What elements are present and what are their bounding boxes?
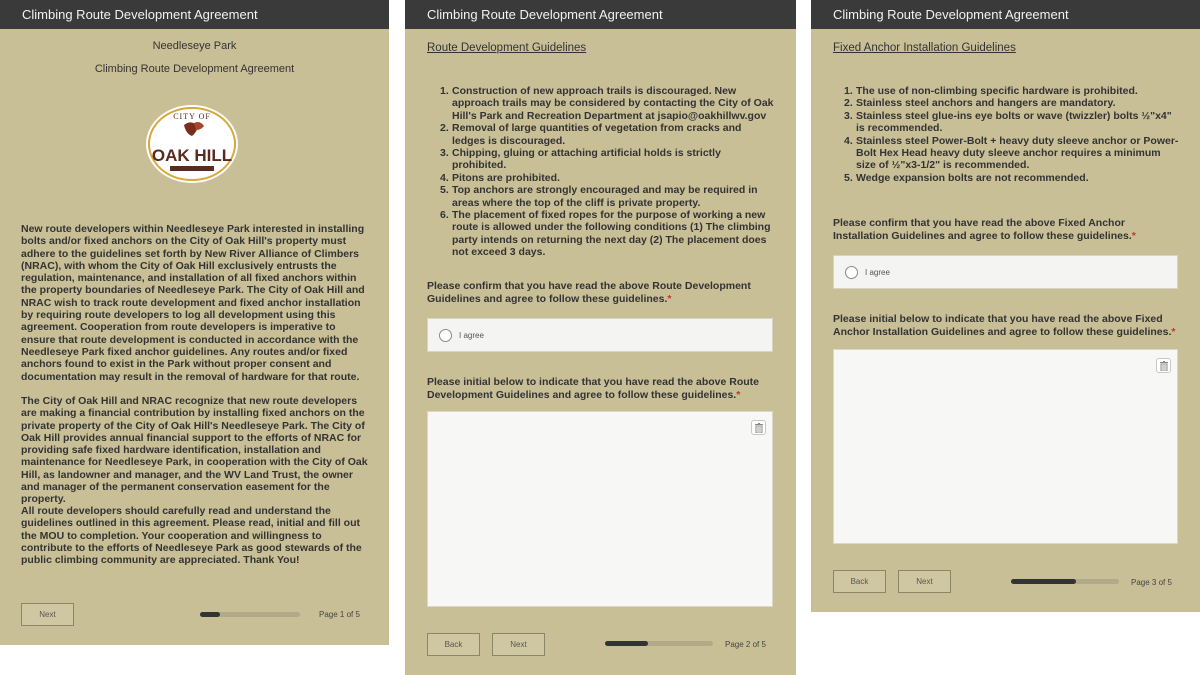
trash-icon[interactable] [751,420,766,435]
list-item: 4. Stainless steel Power-Bolt + heavy duty sleeve anchor or Power-Bolt Hex Head heavy duty sleeve anchor requires a minimum size of ½"x3-1/2" is recommended. [844,134,1179,172]
anchor-guidelines-list [844,85,1179,184]
title-bar [0,0,389,29]
title-bar [405,0,796,29]
radio-label: I agree [865,268,890,277]
progress-bar [605,641,713,646]
oak-hill-logo [144,103,240,185]
list-item: 5. Wedge expansion bolts are not recommended. [844,171,1089,184]
list-item: 5. Top anchors are strongly encouraged and may be required in areas where the top of the cliff is private property. [440,184,758,209]
route-guidelines-list [440,85,775,259]
radio-button[interactable] [845,266,858,279]
page-indicator: Page 2 of 5 [725,640,766,649]
initial-question: Please initial below to indicate that you have read the above Route Development Guidelines and agree to follow these guidelines.* [427,376,759,401]
title-bar [811,0,1200,29]
list-item: 3. Chipping, gluing or attaching artificial holds is strictly prohibited. [440,147,721,172]
list-item: 2. Removal of large quantities of vegetation from cracks and ledges is discouraged. [440,122,742,147]
agree-radio-option[interactable] [833,255,1178,289]
app-title: Climbing Route Development Agreement [22,7,258,22]
form-page-2 [405,0,796,675]
form-page-1 [0,0,389,645]
park-name: Needleseye Park [152,40,237,52]
intro-paragraph-1: New route developers within Needleseye Park interested in installing bolts and/or fixed anchors on the City of Oak Hill's property must adhere to the guidelines set forth by New River Alliance of Climbers (NRAC), with whom the City of Oak Hill exclusively entrusts the regulation, maintenance, and installation of all fixed anchors within the property boundaries of Needleseye Park. The City of Oak Hill and NRAC wish to track route development and fixed anchor installation by requiring route developers to log all development using this agreement. Cooperation from route developers is imperative to ensure that route development is conducted in accordance with the Needleseye Park fixed anchor guidelines. Any routes and/or fixed anchors found to exist in the Park without proper consent and documentation may result in the removal of hardware for that route. [21,223,365,383]
page-indicator: Page 1 of 5 [319,610,360,619]
svg-text:OAK HILL: OAK HILL [151,146,233,165]
app-title: Climbing Route Development Agreement [833,7,1069,22]
form-page-3 [811,0,1200,612]
list-item: 2. Stainless steel anchors and hangers are mandatory. [844,97,1116,110]
page-indicator: Page 3 of 5 [1131,578,1172,587]
trash-icon[interactable] [1156,358,1171,373]
list-item: 4. Pitons are prohibited. [440,171,560,184]
list-item: 6. The placement of fixed ropes for the purpose of working a new route is allowed under the following conditions (1) The climbing party intends on returning the next day (2) The placement does not exceed 3 days. [440,209,771,259]
confirm-question: Please confirm that you have read the above Route Development Guidelines and agree to follow these guidelines.* [427,280,751,305]
progress-bar [200,612,300,617]
confirm-question: Please confirm that you have read the above Fixed Anchor Installation Guidelines and agree to follow these guidelines.* [833,217,1136,242]
progress-bar [1011,579,1119,584]
back-button[interactable]: Back [427,633,480,656]
next-button[interactable]: Next [898,570,951,593]
next-button[interactable]: Next [21,603,74,626]
radio-label: I agree [459,331,484,340]
initials-signature-pad[interactable] [833,349,1178,544]
list-item: 1. The use of non-climbing specific hardware is prohibited. [844,85,1138,97]
agree-radio-option[interactable] [427,318,773,352]
initials-signature-pad[interactable] [427,411,773,607]
intro-paragraph-3: All route developers should carefully read and understand the guidelines outlined in this agreement. Please read, initial and fill out the MOU to completion. Your cooperation and willingness to contribute to the efforts of Needleseye Park as good stewards of the public climbing community are appreciated. Thank You! [21,505,362,567]
radio-button[interactable] [439,329,452,342]
next-button[interactable]: Next [492,633,545,656]
back-button[interactable]: Back [833,570,886,593]
intro-paragraph-2: The City of Oak Hill and NRAC recognize that new route developers are making a financial contribution by installing fixed anchors on the private property of the City of Oak Hill's Needleseye Park. The City of Oak Hill provides annual financial support to the efforts of NRAC for providing safe fixed hardware identification, installation and maintenance for Needleseye Park, in cooperation with the City of Oak Hill, as landowner and manager, and the WV Land Trust, the owner and manager of the permanent conservation easement for the property. [21,395,368,506]
anchor-guidelines-title: Fixed Anchor Installation Guidelines [833,42,1016,54]
list-item: 3. Stainless steel glue-ins eye bolts or wave (twizzler) bolts ½"x4" is recommended. [844,109,1172,135]
progress-fill [1011,579,1076,584]
app-title: Climbing Route Development Agreement [427,7,663,22]
agreement-subtitle: Climbing Route Development Agreement [94,63,295,75]
list-item: 1. Construction of new approach trails is discouraged. New approach trails may be considered by contacting the City of Oak Hill's Park and Recreation Department at jsapio@oakhillwv.gov [440,85,774,122]
svg-text:CITY OF: CITY OF [173,112,211,121]
progress-fill [605,641,648,646]
progress-fill [200,612,220,617]
initial-question: Please initial below to indicate that you have read the above Fixed Anchor Installation Guidelines and agree to follow these guidelines.* [833,313,1176,338]
route-guidelines-title: Route Development Guidelines [427,42,587,54]
